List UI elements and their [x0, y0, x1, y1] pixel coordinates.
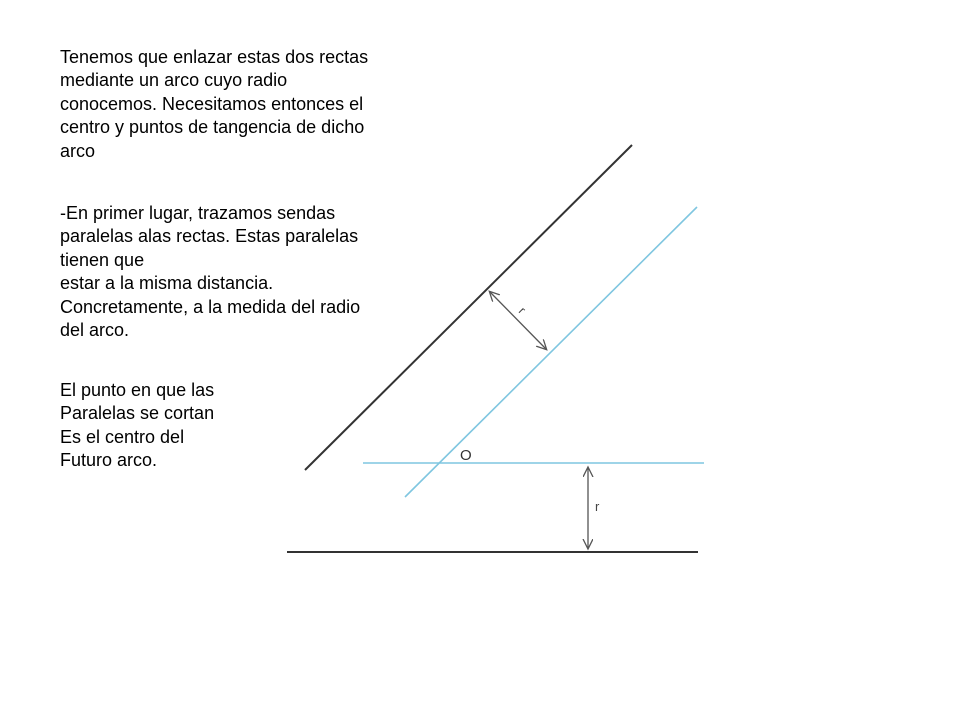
text-line: Paralelas se cortan: [60, 403, 215, 424]
center-label: O: [460, 447, 472, 464]
text-line: tienen que: [60, 249, 145, 270]
text-line: centro y puntos de tangencia de dicho: [60, 117, 365, 138]
text-line: Concretamente, a la medida del radio: [60, 296, 361, 317]
parallel-line-diagonal: [405, 207, 697, 497]
text-line: El punto en que las: [60, 380, 215, 400]
radius-label-vertical: r: [595, 499, 600, 514]
radius-arrow-diagonal: [490, 292, 546, 349]
text-line: Es el centro del: [60, 426, 185, 447]
text-line: paralelas alas rectas. Estas paralelas: [60, 226, 359, 247]
text-line: Tenemos que enlazar estas dos rectas: [60, 47, 369, 67]
text-line: mediante un arco cuyo radio: [60, 70, 288, 91]
text-line: Futuro arco.: [60, 450, 158, 471]
given-line-diagonal: [305, 145, 632, 470]
text-line: estar a la misma distancia.: [60, 273, 274, 294]
text-line: conocemos. Necesitamos entonces el: [60, 93, 364, 114]
text-line: -En primer lugar, trazamos sendas: [60, 203, 336, 223]
text-line: del arco.: [60, 320, 130, 341]
text-line: arco: [60, 140, 96, 161]
radius-label-diagonal: r: [515, 303, 529, 317]
